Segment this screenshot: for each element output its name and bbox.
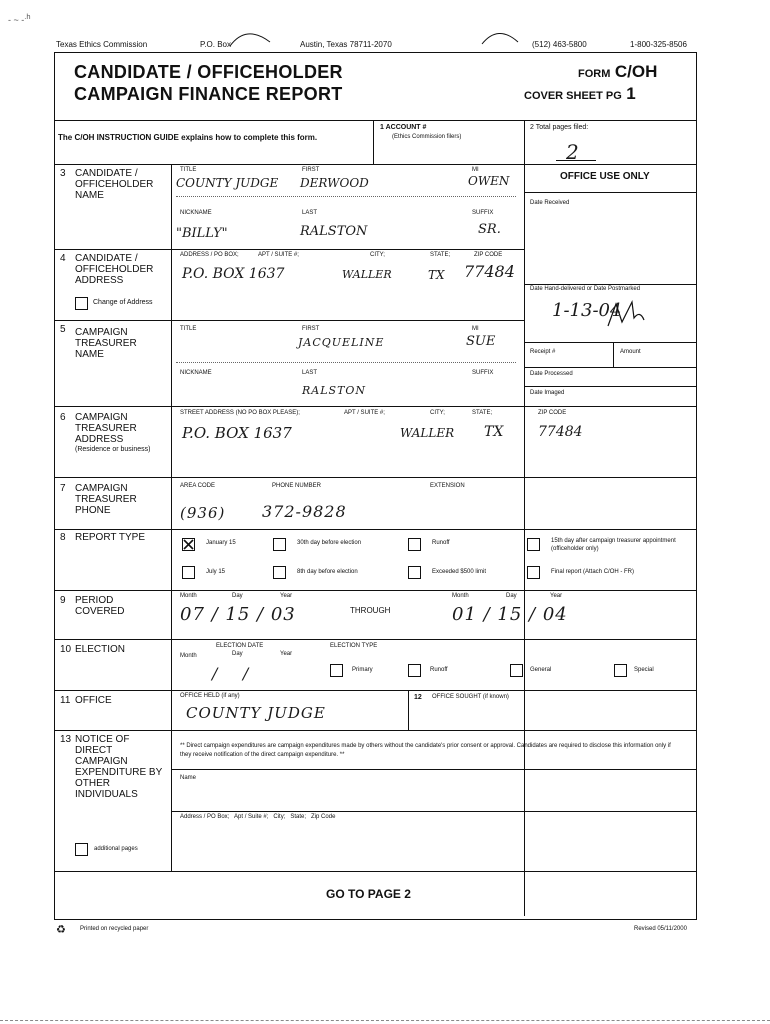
treasurer-last: RALSTON bbox=[302, 384, 367, 397]
change-of-address-checkbox[interactable] bbox=[75, 297, 88, 310]
treasurer-street: P.O. BOX 1637 bbox=[182, 424, 292, 442]
office-use-divider-2 bbox=[524, 284, 696, 285]
candidate-mi-label: MI bbox=[472, 167, 479, 173]
office-num: 11 bbox=[60, 695, 71, 706]
treasurer-first-label: FIRST bbox=[302, 326, 320, 332]
treasurer-suffix-label: SUFFIX bbox=[472, 370, 494, 376]
period-to: 01 / 15 / 04 bbox=[452, 604, 568, 625]
candidate-suffix: SR. bbox=[478, 222, 501, 237]
row-divider-3 bbox=[54, 249, 524, 250]
exceeded-limit-label: Exceeded $500 limit bbox=[432, 569, 487, 575]
area-code-label: AREA CODE bbox=[180, 483, 216, 489]
row-divider-9 bbox=[54, 639, 696, 640]
row-divider-6 bbox=[54, 477, 696, 478]
initials-scribble bbox=[604, 296, 648, 330]
receipt-divider bbox=[613, 342, 614, 367]
label-column-divider bbox=[171, 164, 172, 872]
instruction-text: The C/OH INSTRUCTION GUIDE explains how to complete this form. bbox=[58, 133, 318, 142]
notice-num: 13 bbox=[60, 734, 72, 745]
change-of-address-label: Change of Address bbox=[93, 299, 153, 306]
form-code: C/OH bbox=[614, 62, 658, 81]
row-divider-1 bbox=[54, 164, 696, 165]
report-type-label: REPORT TYPE bbox=[75, 532, 146, 543]
candidate-suffix-label: SUFFIX bbox=[472, 210, 494, 216]
row-divider-11 bbox=[54, 730, 696, 731]
primary-checkbox[interactable] bbox=[330, 664, 343, 677]
date-received-label: Date Received bbox=[530, 200, 570, 206]
8th-day-checkbox[interactable] bbox=[273, 566, 286, 579]
30th-day-checkbox[interactable] bbox=[273, 538, 286, 551]
jul15-checkbox[interactable] bbox=[182, 566, 195, 579]
notice-divider-2 bbox=[171, 811, 696, 812]
exceeded-limit-checkbox[interactable] bbox=[408, 566, 421, 579]
pages-underline bbox=[556, 160, 596, 161]
recycle-icon: ♻ bbox=[56, 924, 66, 936]
treasurer-mi: SUE bbox=[466, 334, 496, 349]
runoff-report-label: Runoff bbox=[432, 540, 450, 546]
election-date-value: / / bbox=[212, 664, 249, 683]
additional-pages-label: additional pages bbox=[94, 846, 138, 852]
election-type-label: ELECTION TYPE bbox=[330, 643, 378, 649]
candidate-first-label: FIRST bbox=[302, 167, 320, 173]
city-address: Austin, Texas 78711-2070 bbox=[300, 40, 392, 49]
phone-number-label: PHONE NUMBER bbox=[272, 483, 322, 489]
phone-local: (512) 463-5800 bbox=[532, 40, 587, 49]
amount-label: Amount bbox=[620, 349, 641, 355]
office-use-title: OFFICE USE ONLY bbox=[560, 171, 650, 182]
go-to-page-2: GO TO PAGE 2 bbox=[326, 887, 411, 901]
candidate-state: TX bbox=[428, 268, 445, 282]
row-divider-8 bbox=[54, 590, 696, 591]
account-label: 1 ACCOUNT # bbox=[380, 124, 427, 131]
from-day-label: Day bbox=[232, 593, 243, 599]
through-label: THROUGH bbox=[350, 606, 391, 615]
runoff-report-checkbox[interactable] bbox=[408, 538, 421, 551]
check-x-icon bbox=[183, 539, 194, 550]
treasurer-num: 5 bbox=[60, 324, 66, 335]
jul15-label: July 15 bbox=[206, 569, 226, 575]
page-number: 1 bbox=[626, 84, 636, 103]
from-month-label: Month bbox=[180, 593, 197, 599]
row-divider-5 bbox=[54, 406, 696, 407]
addr-label: ADDRESS / PO BOX; bbox=[180, 252, 239, 258]
general-checkbox[interactable] bbox=[510, 664, 523, 677]
office-use-divider-5 bbox=[524, 386, 696, 387]
phone-toll: 1-800-325-8506 bbox=[630, 40, 687, 49]
special-checkbox[interactable] bbox=[614, 664, 627, 677]
additional-pages-checkbox[interactable] bbox=[75, 843, 88, 856]
30th-day-label: 30th day before election bbox=[297, 540, 362, 546]
treasurer-city: WALLER bbox=[400, 426, 455, 440]
staple-mark bbox=[226, 28, 276, 48]
form-title-2: CAMPAIGN FINANCE REPORT bbox=[74, 84, 343, 104]
candidate-title-label: TITLE bbox=[180, 167, 197, 173]
candidate-last-label: LAST bbox=[302, 210, 318, 216]
row-divider-12 bbox=[54, 871, 696, 872]
extension-label: EXTENSION bbox=[430, 483, 465, 489]
candidate-city: WALLER bbox=[342, 268, 392, 281]
city-label: CITY; bbox=[370, 252, 385, 258]
8th-day-label: 8th day before election bbox=[297, 569, 358, 575]
period-from: 07 / 15 / 03 bbox=[180, 604, 296, 625]
pages-divider bbox=[524, 120, 525, 916]
election-num: 10 bbox=[60, 644, 72, 655]
treasurer-last-label: LAST bbox=[302, 370, 318, 376]
t-city-label: CITY; bbox=[430, 410, 445, 416]
treasurer-address-num: 6 bbox=[60, 412, 66, 423]
candidate-mi: OWEN bbox=[468, 174, 510, 188]
address-label: CANDIDATE / OFFICEHOLDER ADDRESS bbox=[75, 253, 154, 286]
notice-name-label: Name bbox=[180, 775, 197, 781]
t-apt-label: APT / SUITE #; bbox=[344, 410, 385, 416]
treasurer-name-dots bbox=[176, 362, 516, 363]
staple-mark-2 bbox=[478, 28, 524, 48]
revised-date: Revised 05/11/2000 bbox=[634, 926, 687, 932]
form-prefix: FORM bbox=[578, 68, 611, 80]
final-report-label: Final report (Attach C/OH - FR) bbox=[551, 569, 635, 575]
po-box: P.O. Box bbox=[200, 40, 231, 49]
phone-number: 372-9828 bbox=[262, 502, 347, 521]
candidate-name-dots bbox=[176, 196, 516, 197]
t-zip-label: ZIP CODE bbox=[538, 410, 567, 416]
election-runoff-checkbox[interactable] bbox=[408, 664, 421, 677]
t-state-label: STATE; bbox=[472, 410, 493, 416]
pages-value: 2 bbox=[566, 140, 579, 164]
office-held-label: OFFICE HELD (if any) bbox=[180, 693, 240, 699]
phone-num: 7 bbox=[60, 483, 66, 494]
date-imaged-label: Date Imaged bbox=[530, 390, 565, 396]
phone-label: CAMPAIGN TREASURER PHONE bbox=[75, 483, 137, 516]
treasurer-address-sub: (Residence or business) bbox=[75, 446, 151, 453]
office-use-divider-3 bbox=[524, 342, 696, 343]
office-label: OFFICE bbox=[75, 695, 112, 706]
notice-text: ** Direct campaign expenditures are campaign expenditures made by others without the candidate's prior consent or approval. Candidates are required to disclose this information only if they receive notification of the direct campaign expenditure. ** bbox=[180, 743, 671, 758]
to-month-label: Month bbox=[452, 593, 469, 599]
pages-label: 2 Total pages filed: bbox=[530, 124, 589, 131]
from-year-label: Year bbox=[280, 593, 293, 599]
treasurer-address-label: CAMPAIGN TREASURER ADDRESS bbox=[75, 412, 137, 445]
cover-label: COVER SHEET PG bbox=[524, 90, 622, 102]
election-year-label: Year bbox=[280, 651, 293, 657]
scan-mark: - ~ -$^{.h}$ bbox=[8, 12, 31, 25]
recycled-note: Printed on recycled paper bbox=[80, 926, 149, 932]
cover-sheet bbox=[524, 84, 636, 104]
row-divider-10 bbox=[54, 690, 696, 691]
candidate-zip: 77484 bbox=[464, 262, 515, 281]
notice-divider-1 bbox=[171, 769, 696, 770]
postmark-date: 1-13-04 bbox=[552, 300, 622, 321]
office-use-divider bbox=[524, 192, 696, 193]
treasurer-zip: 77484 bbox=[538, 424, 583, 440]
period-label: PERIOD COVERED bbox=[75, 595, 125, 617]
row-divider-7 bbox=[54, 529, 696, 530]
candidate-last: RALSTON bbox=[300, 224, 368, 239]
election-month-label: Month bbox=[180, 653, 197, 659]
candidate-num: 3 bbox=[60, 168, 66, 179]
row-divider-4 bbox=[54, 320, 524, 321]
candidate-nickname-label: NICKNAME bbox=[180, 210, 212, 216]
period-num: 9 bbox=[60, 595, 66, 606]
jan15-checkbox[interactable] bbox=[182, 538, 195, 551]
notice-address-label: Address / PO Box; Apt / Suite #; City; State; Zip Code bbox=[180, 814, 336, 820]
notice-label: NOTICE OF DIRECT CAMPAIGN EXPENDITURE BY OTHER INDIVIDUALS bbox=[75, 734, 163, 800]
election-runoff-label: Runoff bbox=[430, 667, 448, 673]
candidate-nickname: "BILLY" bbox=[176, 226, 228, 241]
office-sought-label: OFFICE SOUGHT (if known) bbox=[432, 694, 509, 700]
election-label: ELECTION bbox=[75, 644, 126, 655]
hand-delivered-label: Date Hand-delivered or Date Postmarked bbox=[530, 286, 641, 292]
office-sought-divider bbox=[408, 690, 409, 730]
report-type-num: 8 bbox=[60, 532, 66, 543]
account-sub: (Ethics Commission filers) bbox=[392, 134, 462, 140]
15th-day-label: 15th day after campaign treasurer appointment (officeholder only) bbox=[551, 538, 676, 552]
office-use-divider-4 bbox=[524, 367, 696, 368]
candidate-label: CANDIDATE / OFFICEHOLDER NAME bbox=[75, 168, 154, 201]
treasurer-mi-label: MI bbox=[472, 326, 479, 332]
general-label: General bbox=[530, 667, 552, 673]
address-num: 4 bbox=[60, 253, 66, 264]
candidate-address: P.O. BOX 1637 bbox=[182, 266, 285, 282]
to-year-label: Year bbox=[550, 593, 563, 599]
treasurer-first: JACQUELINE bbox=[298, 336, 385, 349]
area-code: (936) bbox=[180, 504, 226, 522]
account-divider bbox=[373, 120, 374, 164]
form-title-1: CANDIDATE / OFFICEHOLDER bbox=[74, 62, 343, 82]
election-day-label: Day bbox=[232, 651, 243, 657]
treasurer-state: TX bbox=[484, 424, 504, 440]
to-day-label: Day bbox=[506, 593, 517, 599]
receipt-label: Receipt # bbox=[530, 349, 556, 355]
state-label: STATE; bbox=[430, 252, 451, 258]
date-processed-label: Date Processed bbox=[530, 371, 573, 377]
zip-label: ZIP CODE bbox=[474, 252, 503, 258]
special-label: Special bbox=[634, 667, 654, 673]
primary-label: Primary bbox=[352, 667, 373, 673]
title-divider bbox=[54, 120, 696, 121]
treasurer-nickname-label: NICKNAME bbox=[180, 370, 212, 376]
office-held: COUNTY JUDGE bbox=[186, 704, 326, 722]
scan-edge-line bbox=[0, 1020, 770, 1021]
jan15-label: January 15 bbox=[206, 540, 236, 546]
form-id bbox=[578, 62, 657, 82]
street-label: STREET ADDRESS (NO PO BOX PLEASE); bbox=[180, 410, 300, 416]
office-sought-num: 12 bbox=[414, 694, 422, 701]
final-report-checkbox[interactable] bbox=[527, 566, 540, 579]
election-date-label: ELECTION DATE bbox=[216, 643, 264, 649]
treasurer-title-label: TITLE bbox=[180, 326, 197, 332]
agency-name: Texas Ethics Commission bbox=[56, 40, 148, 49]
apt-label: APT / SUITE #; bbox=[258, 252, 299, 258]
candidate-first: DERWOOD bbox=[300, 176, 369, 190]
candidate-title: COUNTY JUDGE bbox=[176, 176, 279, 190]
treasurer-label: CAMPAIGN TREASURER NAME bbox=[75, 327, 137, 360]
15th-day-checkbox[interactable] bbox=[527, 538, 540, 551]
